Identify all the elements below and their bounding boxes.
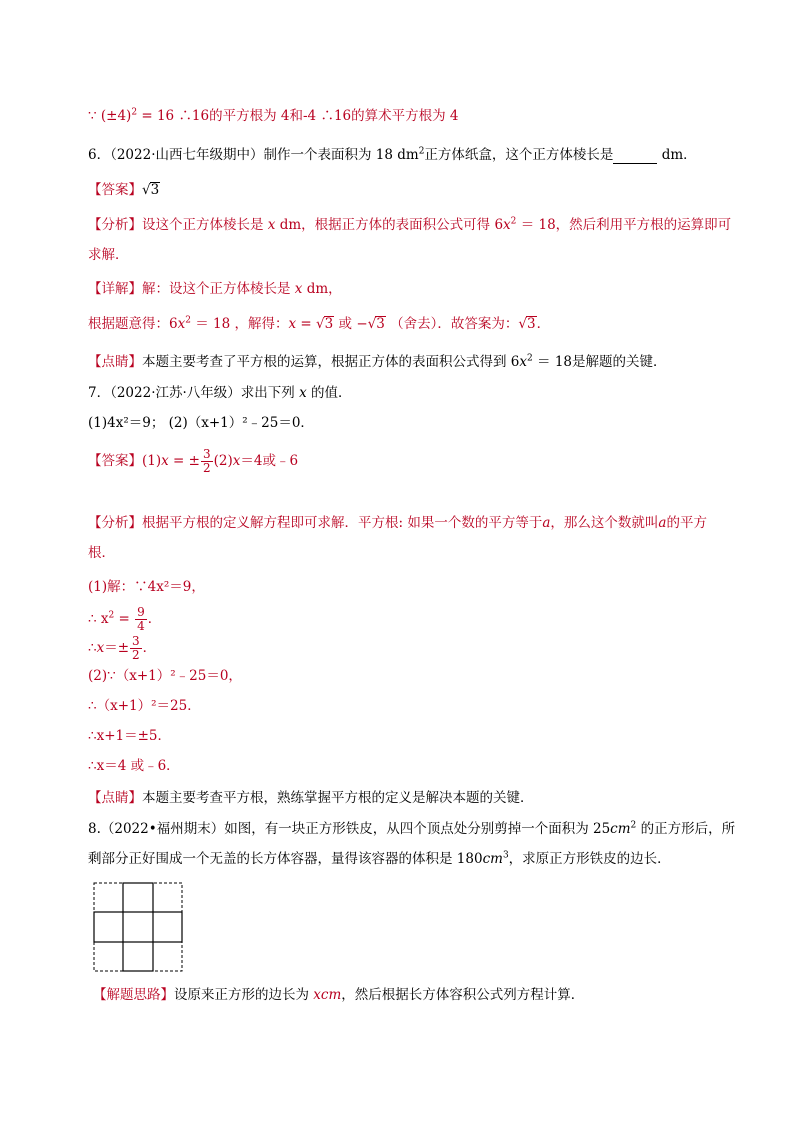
question-8-line-1: 8.（2022•福州期末）如图，有一块正方形铁皮，从四个顶点处分别剪掉一个面积为 $25cm^2$ 的正方形后，所 <box>88 820 736 837</box>
question-7-parts: (1)4x²＝9； (2)（x+1）²﹣25＝0． <box>88 415 314 431</box>
answer-label: 【答案】 <box>88 182 142 198</box>
root-statement: ∴16的平方根为 4和-4 ∴16的算术平方根为 4 <box>178 108 459 124</box>
question-7-title: 7．（2022·江苏·八年级）求出下列 x 的值． <box>88 385 352 401</box>
question-7-step-5: ∴（x+1）²＝25． <box>88 698 201 714</box>
point-label: 【点睛】 <box>88 790 142 806</box>
answer-blank <box>613 149 657 164</box>
question-6-point: 【点睛】本题主要考查了平方根的运算，根据正方体的表面积公式得到 $6x^2 = 18$是解题的关键． <box>88 353 667 370</box>
prev-solution-line <box>88 107 459 125</box>
question-7-step-1: (1)解：∵4x²＝9， <box>88 579 205 595</box>
middle-column <box>123 883 153 971</box>
question-7-step-6: ∴x+1＝±5． <box>88 728 172 744</box>
outer-dashed-square <box>94 883 182 971</box>
answer-value: √3 <box>142 182 160 198</box>
question-7-analysis-cont: 根． <box>88 545 115 561</box>
question-6-analysis: 【分析】设这个正方体棱长是 x dm，根据正方体的表面积公式可得 $6x^2 = 18$，然后利用平方根的运算即可 <box>88 216 732 233</box>
middle-row <box>94 912 182 942</box>
question-7-answer: 【答案】(1)x = ± $\frac{3}{2}$ (2)x＝4或﹣6 <box>88 447 299 475</box>
question-6-analysis-cont: 求解． <box>88 247 129 263</box>
analysis-label: 【分析】 <box>88 515 142 531</box>
question-6-title: 6．（2022·山西七年级期中）制作一个表面积为 18 $dm^2$正方体纸盒，这个正方体棱长是 dm． <box>88 146 697 163</box>
point-label: 【点睛】 <box>88 354 142 370</box>
question-7-step-4: (2)∵（x+1）²﹣25＝0， <box>88 668 242 684</box>
hint-label: 【解题思路】 <box>93 987 174 1003</box>
cut-square-diagram <box>93 882 185 974</box>
question-7-analysis: 【分析】根据平方根的定义解方程即可求解．平方根: 如果一个数的平方等于a，那么这个数就叫a的平方 <box>88 515 707 531</box>
detail-label: 【详解】 <box>88 281 142 297</box>
question-7-step-7: ∴x＝4 或﹣6． <box>88 758 180 774</box>
question-7-step-2: ∴ $x^2$ = $\frac{9}{4}$ ． <box>88 605 162 633</box>
analysis-label: 【分析】 <box>88 217 142 233</box>
question-8-hint: 【解题思路】设原来正方形的边长为 xcm，然后根据长方体容积公式列方程计算． <box>93 987 585 1003</box>
since-expression: ∵ $(\pm 4)^2 = 16$ <box>88 107 179 124</box>
question-7-step-3: ∴x＝± $\frac{3}{2}$ ． <box>88 634 157 662</box>
question-7-point: 【点睛】本题主要考查平方根，熟练掌握平方根的定义是解决本题的关键． <box>88 790 534 806</box>
question-6-detail: 【详解】解：设这个正方体棱长是 x dm， <box>88 281 342 297</box>
question-6-solution: 根据题意得：$6x^2 = 18$ ，解得：x = √3 或 −√3 （舍去）．故答案为：√3． <box>88 315 551 332</box>
answer-label: 【答案】 <box>88 453 142 469</box>
question-8-line-2: 剩部分正好围成一个无盖的长方体容器，量得该容器的体积是 $180cm^3$，求原正方形铁皮的边长． <box>88 850 671 867</box>
question-6-answer <box>88 181 160 199</box>
